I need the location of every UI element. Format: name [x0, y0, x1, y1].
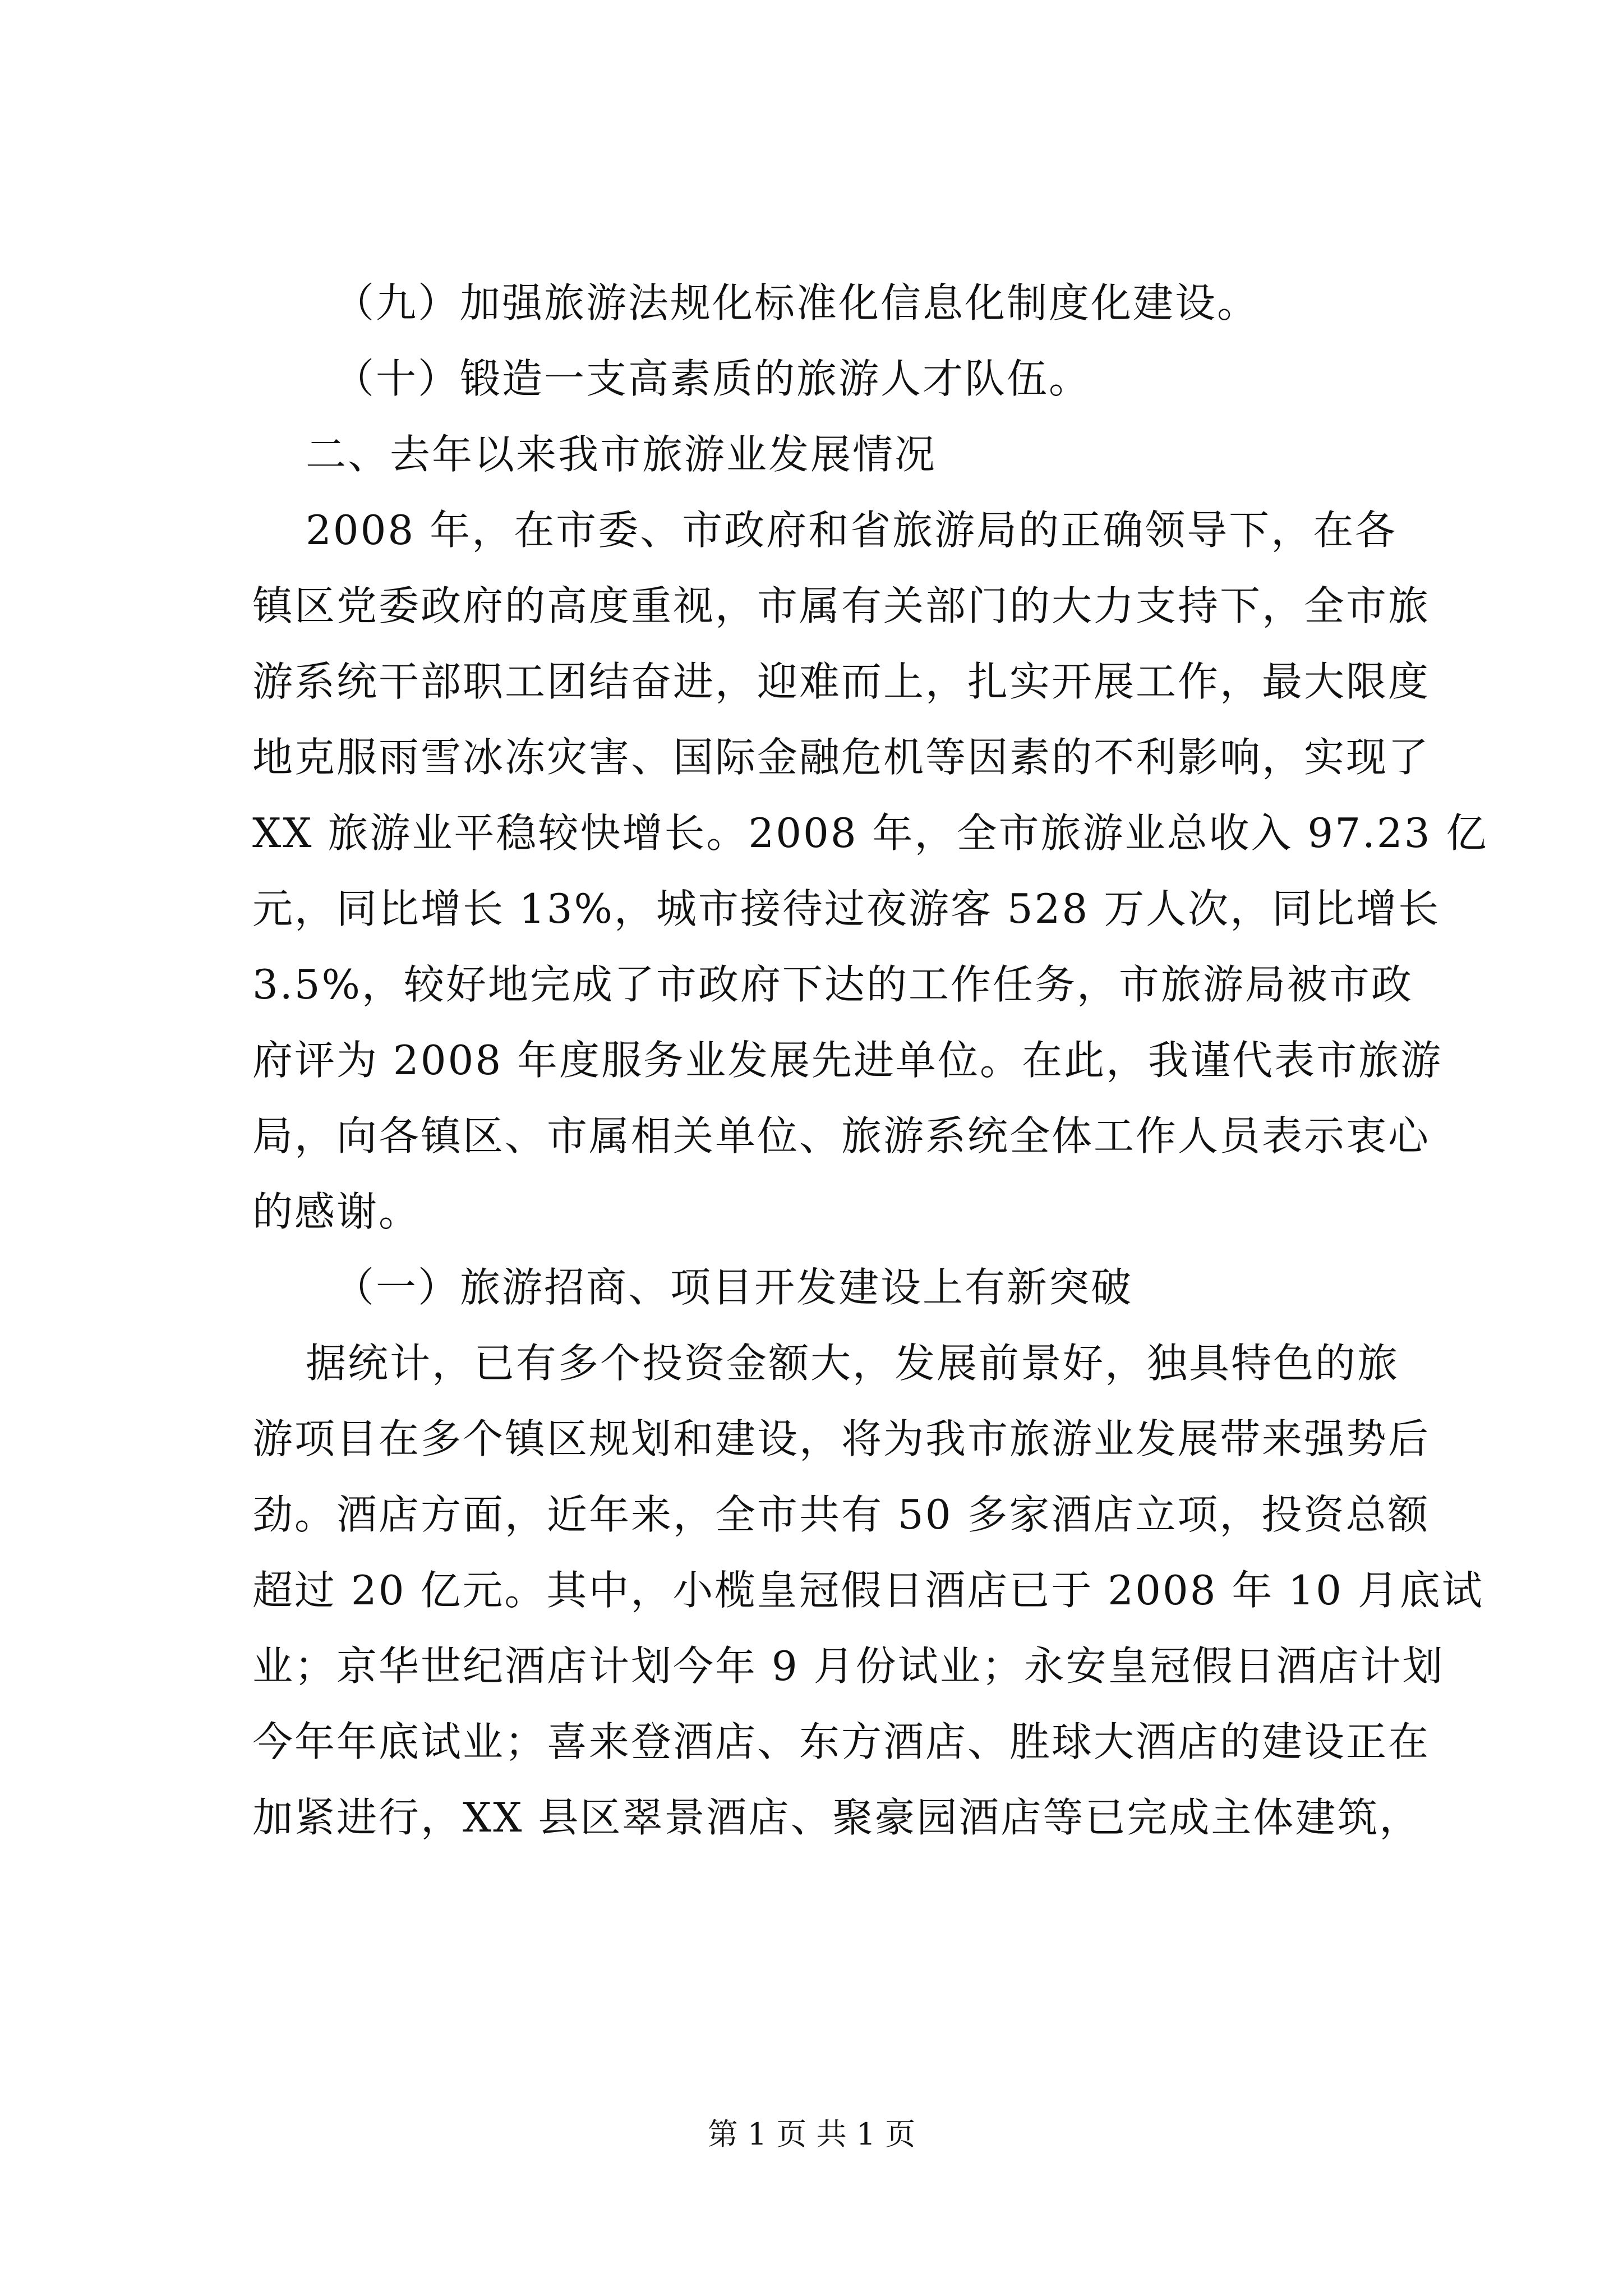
paragraph-line: 局，向各镇区、市属相关单位、旅游系统全体工作人员表示衷心 [252, 1112, 1431, 1159]
heading-9: （九）加强旅游法规化标准化信息化制度化建设。 [334, 279, 1260, 326]
paragraph-line: 镇区党委政府的高度重视，市属有关部门的大力支持下，全市旅 [252, 582, 1431, 629]
paragraph-line: XX 旅游业平稳较快增长。2008 年，全市旅游业总收入 97.23 亿 [252, 809, 1488, 857]
heading-10: （十）锻造一支高素质的旅游人才队伍。 [334, 355, 1091, 402]
paragraph-line: 业；京华世纪酒店计划今年 9 月份试业；永安皇冠假日酒店计划 [252, 1642, 1445, 1690]
paragraph-line: 游项目在多个镇区规划和建设，将为我市旅游业发展带来强势后 [252, 1415, 1431, 1462]
paragraph-line: 据统计，已有多个投资金额大，发展前景好，独具特色的旅 [306, 1340, 1400, 1387]
subsection-title-1: （一）旅游招商、项目开发建设上有新突破 [334, 1264, 1133, 1311]
paragraph-line: 今年年底试业；喜来登酒店、东方酒店、胜球大酒店的建设正在 [252, 1718, 1431, 1765]
paragraph-line: 2008 年，在市委、市政府和省旅游局的正确领导下，在各 [306, 507, 1398, 554]
paragraph-line: 府评为 2008 年度服务业发展先进单位。在此，我谨代表市旅游 [252, 1037, 1443, 1084]
section-title-2: 二、去年以来我市旅游业发展情况 [306, 431, 937, 478]
paragraph-line: 3.5%，较好地完成了市政府下达的工作任务，市旅游局被市政 [252, 961, 1413, 1008]
page-footer: 第 1 页 共 1 页 [707, 2116, 916, 2152]
paragraph-line: 的感谢。 [252, 1188, 421, 1235]
paragraph-line: 超过 20 亿元。其中，小榄皇冠假日酒店已于 2008 年 10 月底试 [252, 1567, 1484, 1614]
paragraph-line: 元，同比增长 13%，城市接待过夜游客 528 万人次，同比增长 [252, 885, 1441, 932]
paragraph-line: 加紧进行，XX 县区翠景酒店、聚豪园酒店等已完成主体建筑， [252, 1794, 1422, 1841]
paragraph-line: 地克服雨雪冰冻灾害、国际金融危机等因素的不利影响，实现了 [252, 734, 1431, 781]
paragraph-line: 游系统干部职工团结奋进，迎难而上，扎实开展工作，最大限度 [252, 658, 1431, 705]
paragraph-line: 劲。酒店方面，近年来，全市共有 50 多家酒店立项，投资总额 [252, 1491, 1430, 1538]
